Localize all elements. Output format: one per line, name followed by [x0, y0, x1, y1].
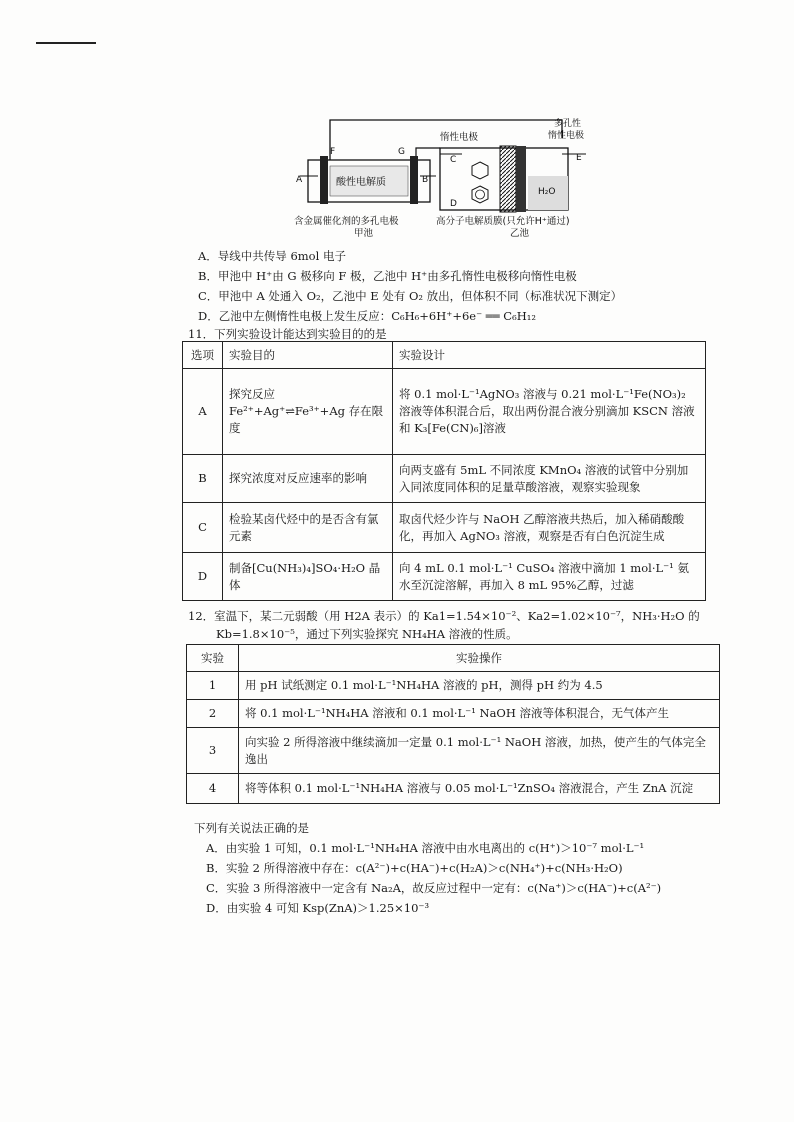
row-purpose: 检验某卤代烃中的是否含有氯元素	[223, 503, 393, 553]
q12-option-c: C．实验 3 所得溶液中一定含有 Na₂A，故反应过程中一定有：c(Na⁺)＞c(HA⁻)+c(A²⁻)	[206, 881, 662, 895]
row-option: D	[183, 553, 223, 601]
header-option: 选项	[183, 342, 223, 369]
table-row	[183, 455, 706, 503]
porous-label-2: 惰性电极	[548, 131, 585, 141]
label-F: F	[330, 147, 336, 157]
left-caption: 含金属催化剂的多孔电极	[294, 216, 399, 227]
row-purpose: 探究浓度对反应速率的影响	[223, 455, 393, 503]
q10-option-b: B．甲池中 H⁺由 G 极移向 F 极，乙池中 H⁺由多孔惰性电极移向惰性电极	[198, 269, 577, 283]
table-row	[183, 369, 706, 455]
row-operation: 将等体积 0.1 mol·L⁻¹NH₄HA 溶液与 0.05 mol·L⁻¹ZnSO₄ 溶液混合，产生 ZnA 沉淀	[239, 774, 720, 804]
table-row	[183, 553, 706, 601]
row-operation: 用 pH 试纸测定 0.1 mol·L⁻¹NH₄HA 溶液的 pH，测得 pH 约为 4.5	[239, 672, 720, 700]
q12-question: 下列有关说法正确的是	[194, 821, 309, 835]
q10-option-d: D．乙池中左侧惰性电极上发生反应：C₆H₆+6H⁺+6e⁻ ══ C₆H₁₂	[198, 309, 536, 323]
row-operation: 将 0.1 mol·L⁻¹NH₄HA 溶液和 0.1 mol·L⁻¹ NaOH 溶液等体积混合，无气体产生	[239, 700, 720, 728]
q12-option-a: A．由实验 1 可知，0.1 mol·L⁻¹NH₄HA 溶液中由水电离出的 c(H⁺)＞10⁻⁷ mol·L⁻¹	[206, 841, 645, 855]
header-operation: 实验操作	[239, 645, 720, 672]
label-E: E	[576, 153, 582, 163]
row-option: B	[183, 455, 223, 503]
h2o-label: H₂O	[538, 187, 556, 197]
q10-option-a: A．导线中共传导 6mol 电子	[198, 249, 346, 263]
q11-table	[182, 341, 706, 601]
cell-b-label: 乙池	[510, 228, 530, 238]
q11-stem: 11．下列实验设计能达到实验目的的是	[188, 327, 387, 341]
cell-a-label: 甲池	[354, 228, 374, 238]
row-number: 2	[187, 700, 239, 728]
q12-option-b: B．实验 2 所得溶液中存在：c(A²⁻)+c(HA⁻)+c(H₂A)＞c(NH₄⁺)+c(NH₃·H₂O)	[206, 861, 623, 875]
table-row	[183, 503, 706, 553]
header-design: 实验设计	[393, 342, 706, 369]
diagram-svg	[290, 118, 620, 238]
row-design: 将 0.1 mol·L⁻¹AgNO₃ 溶液与 0.21 mol·L⁻¹Fe(NO₃)₂ 溶液等体积混合后，取出两份混合液分别滴加 KSCN 溶液和 K₃[Fe(CN)₆]溶液	[393, 369, 706, 455]
row-option: C	[183, 503, 223, 553]
q12-stem-line1: 12．室温下，某二元弱酸（用 H2A 表示）的 Ka1=1.54×10⁻²、Ka2=1.02×10⁻⁷，NH₃·H₂O 的	[188, 609, 700, 623]
electrolysis-diagram	[290, 118, 620, 238]
row-purpose: 制备[Cu(NH₃)₄]SO₄·H₂O 晶体	[223, 553, 393, 601]
q10-option-c: C．甲池中 A 处通入 O₂，乙池中 E 处有 O₂ 放出，但体积不同（标准状况下测定）	[198, 289, 623, 303]
q12-option-d: D．由实验 4 可知 Ksp(ZnA)＞1.25×10⁻³	[206, 901, 430, 915]
row-design: 向两支盛有 5mL 不同浓度 KMnO₄ 溶液的试管中分别加入同浓度同体积的足量草酸溶液，观察实验现象	[393, 455, 706, 503]
row-operation: 向实验 2 所得溶液中继续滴加一定量 0.1 mol·L⁻¹ NaOH 溶液，加热，使产生的气体完全逸出	[239, 728, 720, 774]
q12-table	[186, 644, 720, 804]
row-number: 3	[187, 728, 239, 774]
label-D: D	[450, 199, 457, 209]
q12-stem-line2: Kb=1.8×10⁻⁵，通过下列实验探究 NH₄HA 溶液的性质。	[216, 627, 518, 641]
inert-electrode-label: 惰性电极	[440, 132, 479, 143]
acid-label: 酸性电解质	[336, 177, 386, 188]
row-option: A	[183, 369, 223, 455]
row-purpose: 探究反应 Fe²⁺+Ag⁺⇌Fe³⁺+Ag 存在限度	[223, 369, 393, 455]
right-caption: 高分子电解质膜(只允许H⁺通过)	[436, 216, 570, 227]
row-number: 4	[187, 774, 239, 804]
row-design: 取卤代烃少许与 NaOH 乙醇溶液共热后，加入稀硝酸酸化，再加入 AgNO₃ 溶液，观察是否有白色沉淀生成	[393, 503, 706, 553]
label-C: C	[450, 155, 457, 165]
table-header-row	[187, 645, 720, 672]
label-G: G	[398, 147, 405, 157]
table-row	[187, 774, 720, 804]
table-row	[187, 700, 720, 728]
row-design: 向 4 mL 0.1 mol·L⁻¹ CuSO₄ 溶液中滴加 1 mol·L⁻¹ 氨水至沉淀溶解，再加入 8 mL 95%乙醇，过滤	[393, 553, 706, 601]
label-A: A	[296, 175, 303, 185]
row-number: 1	[187, 672, 239, 700]
header-experiment: 实验	[187, 645, 239, 672]
table-header-row	[183, 342, 706, 369]
porous-label-1: 多孔性	[554, 119, 582, 129]
label-B: B	[422, 175, 429, 185]
corner-mark	[36, 42, 96, 44]
header-purpose: 实验目的	[223, 342, 393, 369]
table-row	[187, 672, 720, 700]
table-row	[187, 728, 720, 774]
